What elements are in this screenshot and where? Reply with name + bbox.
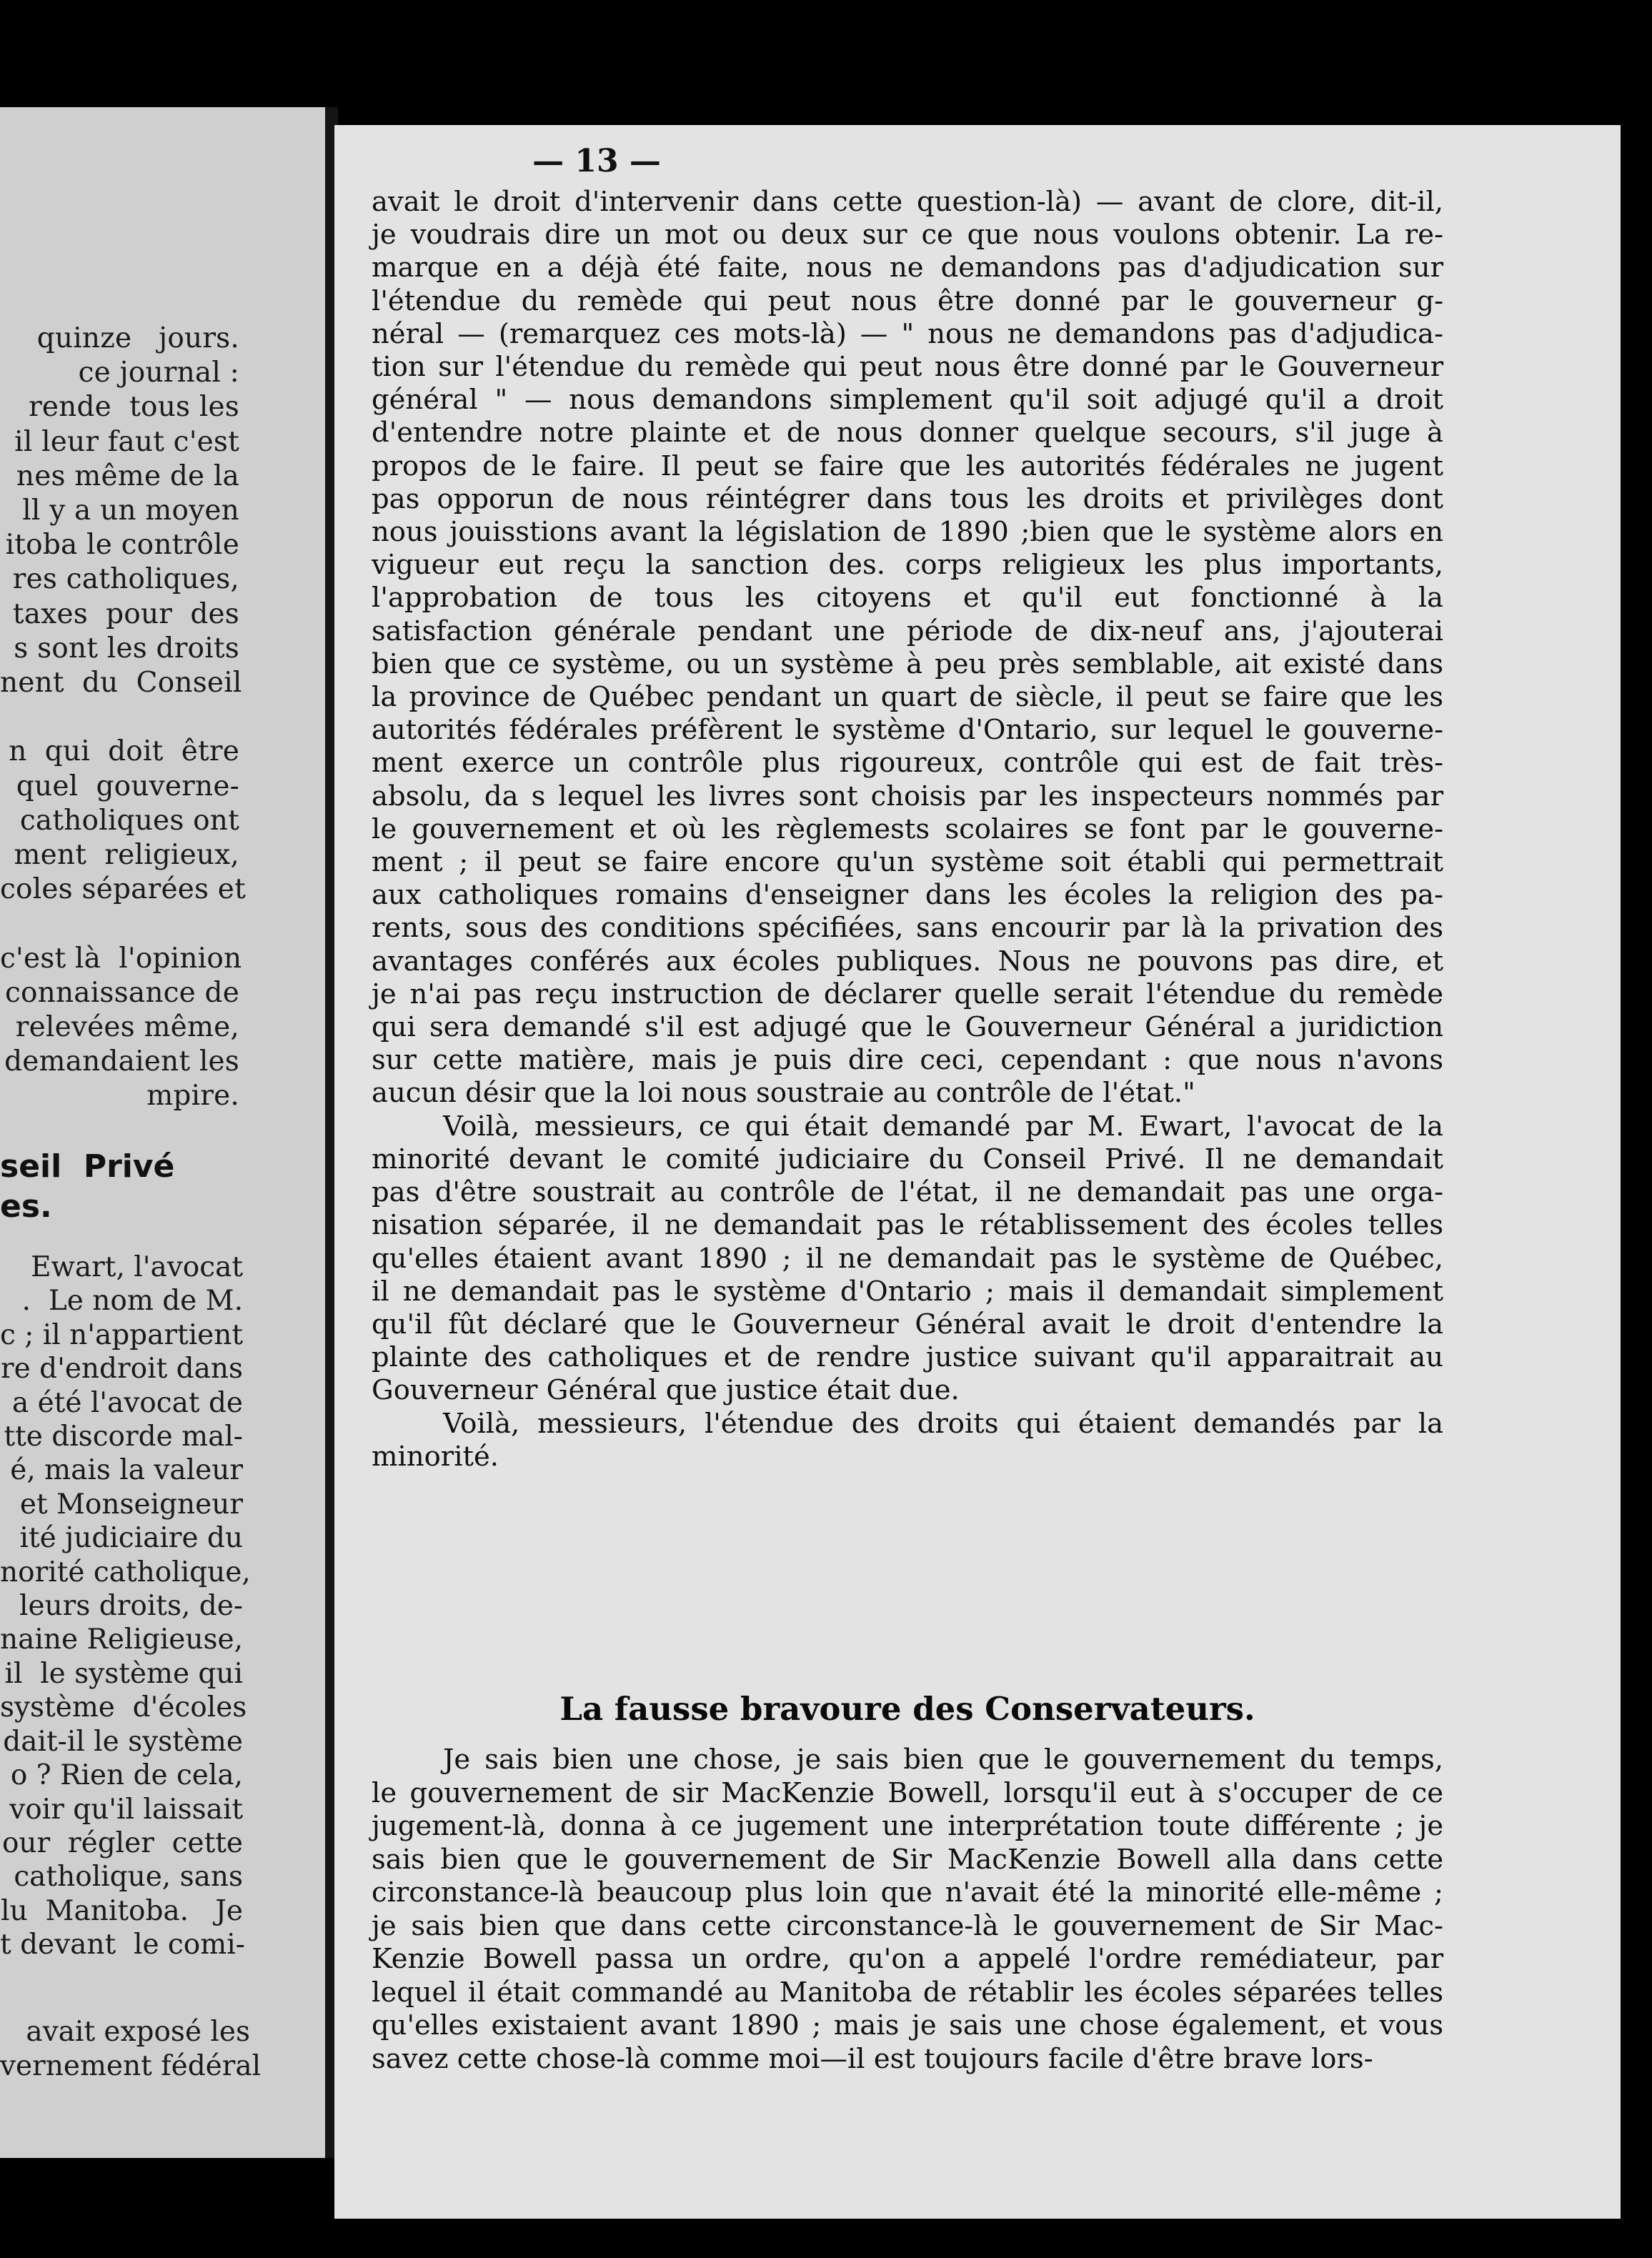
text-line: le gouvernement de sir MacKenzie Bowell, lorsqu'il eut à s'occuper de ce bbox=[372, 1776, 1443, 1809]
text-line: pas opporun de nous réintégrer dans tous les droits et privilèges dont bbox=[372, 482, 1443, 515]
paragraph-2 bbox=[372, 1110, 1443, 1408]
text-line: Voilà, messieurs, l'étendue des droits qui étaient demandés par la bbox=[443, 1407, 1443, 1440]
left-line: relevées même, bbox=[15, 1011, 239, 1044]
text-line: le gouvernement et où les règlemests scolaires se font par le gouverne- bbox=[372, 812, 1443, 845]
left-line: taxes pour des bbox=[12, 597, 239, 630]
left-line: catholique, sans bbox=[14, 1861, 243, 1894]
left-line: il leur faut c'est bbox=[14, 425, 239, 458]
text-line: pas d'être soustrait au contrôle de l'état, il ne demandait pas une orga- bbox=[372, 1176, 1443, 1209]
body-text-2 bbox=[372, 1744, 1443, 2076]
paragraph-4 bbox=[372, 1744, 1443, 2076]
text-line: bien que ce système, ou un système à peu près semblable, ait existé dans bbox=[372, 647, 1443, 680]
text-line: général " — nous demandons simplement qu'il soit adjugé qu'il a droit bbox=[372, 384, 1443, 417]
left-line: nes même de la bbox=[16, 459, 239, 492]
text-line: qui sera demandé s'il est adjugé que le Gouverneur Général a juridiction bbox=[372, 1011, 1443, 1044]
text-line: Je sais bien une chose, je sais bien que le gouvernement du temps, bbox=[443, 1744, 1443, 1776]
left-line: t devant le comi- bbox=[0, 1929, 245, 1961]
left-line: ment religieux, bbox=[14, 839, 239, 872]
text-line: absolu, da s lequel les livres sont choisis par les inspecteurs nommés par bbox=[372, 780, 1443, 812]
left-page-text-block-3 bbox=[0, 2015, 262, 2084]
text-line: je voudrais dire un mot ou deux sur ce que nous voulons obtenir. La re- bbox=[372, 219, 1443, 252]
left-line: rende tous les bbox=[29, 391, 239, 424]
left-line: quinze jours. bbox=[36, 322, 239, 354]
left-line bbox=[0, 907, 239, 941]
text-line: d'entendre notre plainte et de nous donner quelque secours, s'il juge à bbox=[372, 417, 1443, 449]
text-line: l'approbation de tous les citoyens et qu'il eut fonctionné à la bbox=[372, 582, 1443, 615]
left-line: catholiques ont bbox=[19, 804, 239, 837]
left-page-heading-fragment: seil Privé es. bbox=[0, 1148, 175, 1225]
text-line: Voilà, messieurs, ce qui était demandé par M. Ewart, l'avocat de la bbox=[443, 1110, 1443, 1143]
text-line: marque en a déjà été faite, nous ne demandons pas d'adjudication sur bbox=[372, 252, 1443, 284]
text-line: rents, sous des conditions spécifiées, sans encourir par là la privation des bbox=[372, 912, 1443, 945]
left-line: système d'écoles bbox=[0, 1691, 247, 1724]
left-line: é, mais la valeur bbox=[10, 1454, 243, 1487]
text-line: Gouverneur Général que justice était due. bbox=[372, 1374, 960, 1407]
text-line: sur cette matière, mais je puis dire ceci, cependant : que nous n'avons bbox=[372, 1044, 1443, 1077]
text-line: satisfaction générale pendant une période de dix-neuf ans, j'ajouterai bbox=[372, 615, 1443, 647]
text-line: néral — (remarquez ces mots-là) — " nous ne demandons pas d'adjudica- bbox=[372, 317, 1443, 350]
left-line: Ewart, l'avocat bbox=[31, 1251, 243, 1283]
text-line: savez cette chose-là comme moi—il est toujours facile d'être brave lors- bbox=[372, 2042, 1373, 2075]
text-line: qu'il fût déclaré que le Gouverneur Général avait le droit d'entendre la bbox=[372, 1308, 1443, 1341]
left-line: our régler cette bbox=[1, 1826, 243, 1859]
left-line: vernement fédéral bbox=[0, 2050, 262, 2082]
left-line: ité judiciaire du bbox=[19, 1522, 243, 1555]
text-line: la province de Québec pendant un quart de siècle, il peut se faire que les bbox=[372, 681, 1443, 714]
left-line: norité catholique, bbox=[0, 1556, 251, 1588]
left-line: nent du Conseil bbox=[0, 667, 242, 700]
left-line: mpire. bbox=[146, 1080, 239, 1113]
left-line: naine Religieuse, bbox=[0, 1623, 243, 1656]
left-line: coles séparées et bbox=[0, 873, 246, 906]
left-line: voir qu'il laissait bbox=[9, 1793, 243, 1826]
text-line: minorité devant le comité judiciaire du Conseil Privé. Il ne demandait bbox=[372, 1143, 1443, 1175]
left-line: il le système qui bbox=[4, 1657, 243, 1690]
page-number: — 13 — bbox=[532, 143, 661, 179]
body-text bbox=[372, 186, 1443, 1473]
section-heading: La fausse bravoure des Conservateurs. bbox=[559, 1690, 1255, 1728]
left-line: c'est là l'opinion bbox=[0, 942, 242, 975]
left-line: lu Manitoba. Je bbox=[1, 1894, 243, 1927]
left-line: s sont les droits bbox=[14, 632, 239, 665]
left-line: tte discorde mal- bbox=[4, 1421, 243, 1453]
left-line: c ; il n'appartient bbox=[0, 1318, 244, 1351]
left-line bbox=[0, 700, 239, 735]
text-line: avait le droit d'intervenir dans cette question-là) — avant de clore, dit-il, bbox=[372, 186, 1443, 218]
text-line: Kenzie Bowell passa un ordre, qu'on a appelé l'ordre remédiateur, par bbox=[372, 1943, 1443, 1975]
text-line: nous jouisstions avant la législation de 1890 ;bien que le système alors en bbox=[372, 516, 1443, 549]
left-line: quel gouverne- bbox=[16, 770, 239, 802]
text-line: jugement-là, donna à ce jugement une interprétation toute différente ; je bbox=[372, 1810, 1443, 1842]
left-line: avait exposé les bbox=[26, 2016, 250, 2048]
text-line: aux catholiques romains d'enseigner dans les écoles la religion des pa- bbox=[372, 879, 1443, 912]
text-line: qu'elles étaient avant 1890 ; il ne demandait pas le système de Québec, bbox=[372, 1242, 1443, 1275]
left-line: connaissance de bbox=[4, 976, 239, 1009]
text-line: je sais bien que dans cette circonstance-là le gouvernement de Sir Mac- bbox=[372, 1909, 1443, 1942]
left-line: et Monseigneur bbox=[19, 1488, 243, 1521]
left-line: re d'endroit dans bbox=[1, 1353, 243, 1386]
text-line: propos de le faire. Il peut se faire que les autorités fédérales ne jugent bbox=[372, 449, 1443, 482]
left-line: itoba le contrôle bbox=[5, 529, 239, 562]
left-page-text-block-1 bbox=[0, 322, 246, 1114]
left-page-text-block-2 bbox=[0, 1250, 251, 1962]
text-line: l'étendue du remède qui peut nous être donné par le gouverneur g- bbox=[372, 284, 1443, 317]
paragraph-3 bbox=[372, 1408, 1443, 1473]
text-line: autorités fédérales préfèrent le système d'Ontario, sur lequel le gouverne- bbox=[372, 714, 1443, 747]
left-line: ll y a un moyen bbox=[22, 494, 239, 527]
text-line: ment ; il peut se faire encore qu'un système soit établi qui permettrait bbox=[372, 846, 1443, 879]
text-line: ment exerce un contrôle plus rigoureux, contrôle qui est de fait très- bbox=[372, 747, 1443, 780]
left-line: demandaient les bbox=[4, 1045, 239, 1078]
left-line: ce journal : bbox=[78, 357, 239, 389]
text-line: minorité. bbox=[372, 1440, 499, 1473]
paragraph-1 bbox=[372, 186, 1443, 1110]
left-line: dait-il le système bbox=[3, 1725, 243, 1758]
facing-page-left bbox=[0, 107, 325, 2158]
text-line: je n'ai pas reçu instruction de déclarer quelle serait l'étendue du remède bbox=[372, 978, 1443, 1010]
text-line: tion sur l'étendue du remède qui peut nous être donné par le Gouverneur bbox=[372, 351, 1443, 384]
text-line: nisation séparée, il ne demandait pas le rétablissement des écoles telles bbox=[372, 1209, 1443, 1242]
text-line: avantages conférés aux écoles publiques. Nous ne pouvons pas dire, et bbox=[372, 945, 1443, 978]
text-line: lequel il était commandé au Manitoba de rétablir les écoles séparées telles bbox=[372, 1976, 1443, 2009]
left-line: n qui doit être bbox=[9, 735, 239, 768]
text-line: il ne demandait pas le système d'Ontario ; mais il demandait simplement bbox=[372, 1275, 1443, 1308]
text-line: plainte des catholiques et de rendre justice suivant qu'il apparaitrait au bbox=[372, 1341, 1443, 1374]
left-line: a été l'avocat de bbox=[11, 1386, 243, 1419]
left-line: o ? Rien de cela, bbox=[10, 1759, 243, 1792]
left-line: leurs droits, de- bbox=[19, 1590, 243, 1623]
text-line: circonstance-là beaucoup plus loin que n'avait été la minorité elle-même ; bbox=[372, 1876, 1443, 1909]
left-line: . Le nom de M. bbox=[21, 1285, 243, 1318]
left-line: res catholiques, bbox=[12, 563, 239, 596]
text-line: vigueur eut reçu la sanction des. corps religieux les plus importants, bbox=[372, 549, 1443, 582]
text-line: sais bien que le gouvernement de Sir MacKenzie Bowell alla dans cette bbox=[372, 1843, 1443, 1876]
text-line: qu'elles existaient avant 1890 ; mais je sais une chose également, et vous bbox=[372, 2009, 1443, 2041]
text-line: aucun désir que la loi nous soustraie au contrôle de l'état." bbox=[372, 1077, 1195, 1110]
